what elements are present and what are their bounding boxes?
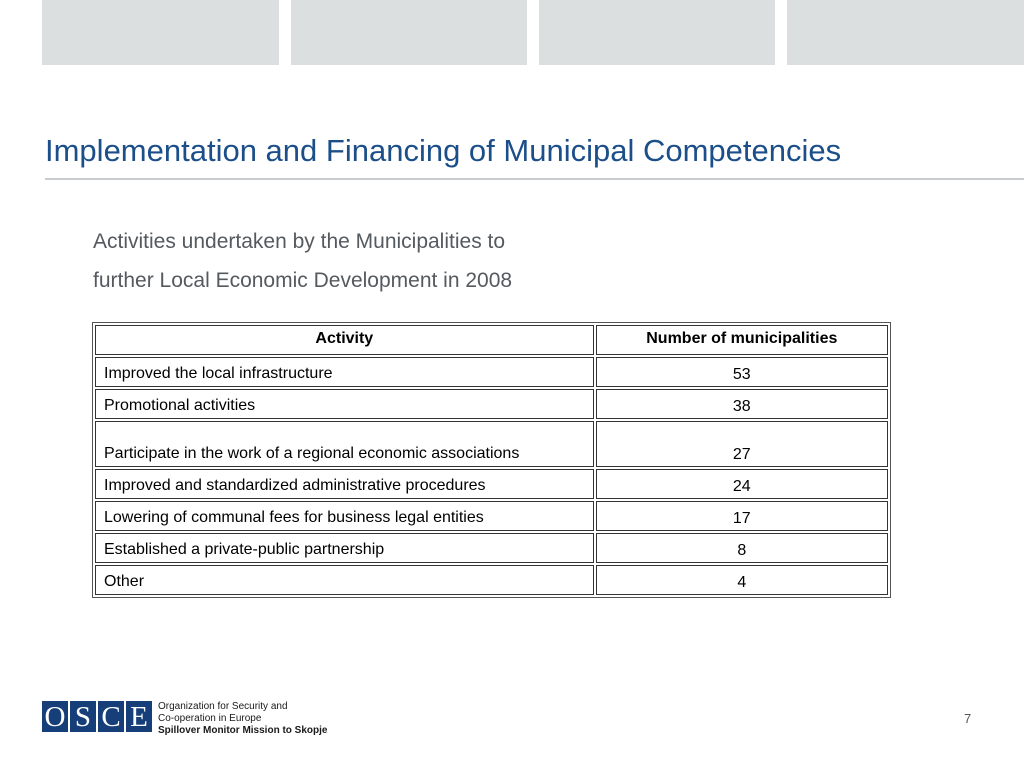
activity-cell: Lowering of communal fees for business legal entities xyxy=(95,501,594,531)
table-row xyxy=(95,533,888,563)
organization-name xyxy=(158,701,327,737)
count-cell: 17 xyxy=(596,501,888,531)
column-header-count: Number of municipalities xyxy=(596,325,888,355)
org-line: Co-operation in Europe xyxy=(158,713,262,724)
activity-cell: Participate in the work of a regional economic associations xyxy=(95,421,594,467)
logo-letter: O xyxy=(42,701,68,732)
mission-name: Spillover Monitor Mission to Skopje xyxy=(158,725,328,736)
count-cell: 24 xyxy=(596,469,888,499)
table-row xyxy=(95,389,888,419)
activity-cell: Established a private-public partnership xyxy=(95,533,594,563)
table-header-row xyxy=(95,325,888,355)
table-row xyxy=(95,357,888,387)
count-cell: 8 xyxy=(596,533,888,563)
activity-cell: Promotional activities xyxy=(95,389,594,419)
slide-title: Implementation and Financing of Municipal Competencies xyxy=(45,133,842,168)
table-row xyxy=(95,421,888,467)
slide-subtitle xyxy=(93,222,512,300)
count-cell: 27 xyxy=(596,421,888,467)
count-cell: 38 xyxy=(596,389,888,419)
logo-letter: S xyxy=(70,701,96,732)
title-divider xyxy=(45,178,1024,180)
activity-cell: Improved and standardized administrative procedures xyxy=(95,469,594,499)
header-block xyxy=(787,0,1024,65)
header-block xyxy=(539,0,775,65)
page-number: 7 xyxy=(964,711,972,726)
subtitle-line: Activities undertaken by the Municipalities to xyxy=(93,230,506,253)
activity-cell: Other xyxy=(95,565,594,595)
table-row xyxy=(95,469,888,499)
activity-cell: Improved the local infrastructure xyxy=(95,357,594,387)
logo-letter: E xyxy=(126,701,152,732)
table-row xyxy=(95,501,888,531)
column-header-activity: Activity xyxy=(95,325,594,355)
count-cell: 4 xyxy=(596,565,888,595)
count-cell: 53 xyxy=(596,357,888,387)
header-block xyxy=(291,0,527,65)
subtitle-line: further Local Economic Development in 2008 xyxy=(93,269,513,292)
table-row xyxy=(95,565,888,595)
logo-letter: C xyxy=(98,701,124,732)
header-decoration xyxy=(42,0,1024,65)
activities-table xyxy=(92,322,891,598)
org-line: Organization for Security and xyxy=(158,701,288,712)
header-block xyxy=(42,0,279,65)
